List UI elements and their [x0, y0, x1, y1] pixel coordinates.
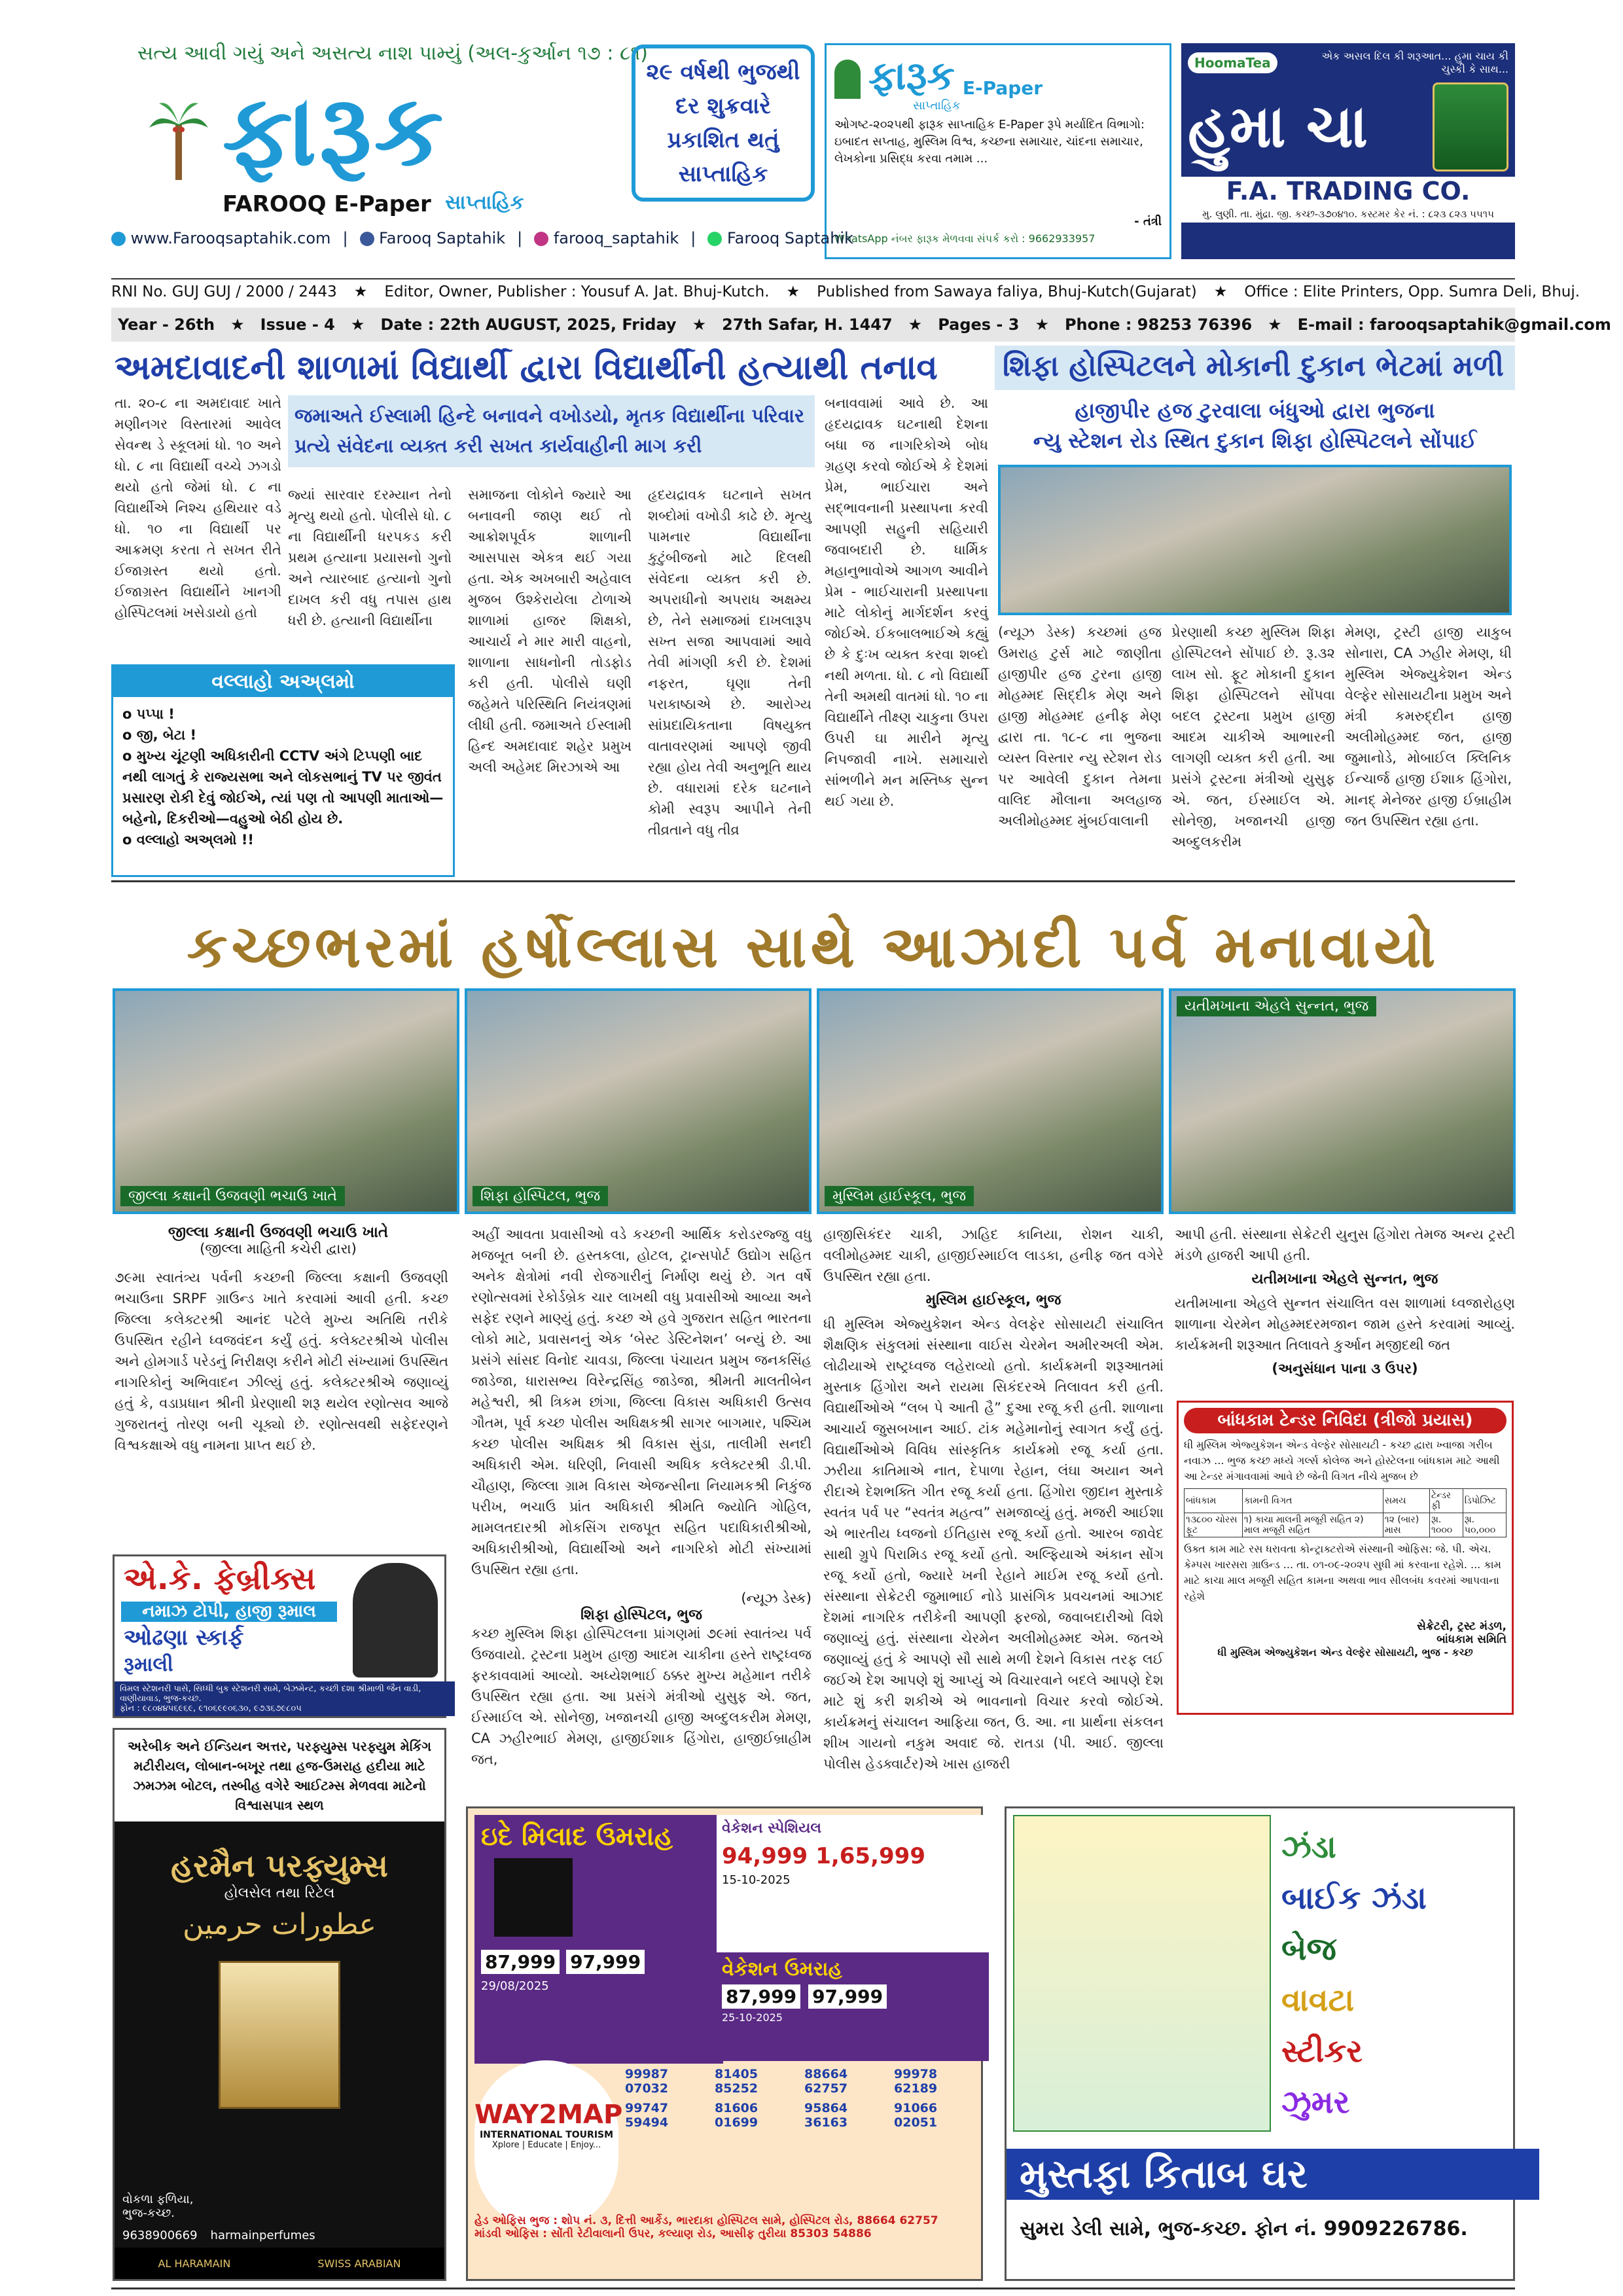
year: Year - 26th [118, 315, 215, 334]
hooma-title: હુમા ચા [1188, 92, 1368, 161]
epaper-label: E-Paper [962, 77, 1043, 99]
facebook-link[interactable]: Farooq Saptahik [360, 229, 506, 247]
story1-headline: અમદાવાદની શાળામાં વિદ્યાર્થી દ્વારા વિદ્યાર્થીની હત્યાથી તનાવ [115, 348, 938, 387]
story3-col3: હાજીસિકંદર ચાકી, ઝાહિદ કાનિયા, રોશન ચાકી, વલીમોહમ્મદ ચાકી, હાજીઈસ્માઈલ લાડકા, હનીફ જત વગેરે ઉપસ્થિત રહ્યા હતા. [823, 1227, 1164, 1284]
story3-col2-title2: શિફા હોસ્પિટલ, ભુજ [580, 1607, 702, 1623]
hijri-date: 27th Safar, H. 1447 [722, 315, 893, 334]
tender-notice [1177, 1401, 1514, 1715]
story2-subhead2: ન્યુ સ્ટેશન રોડ સ્થિત દુકાન શિફા હોસ્પિટલને સોંપાઈ [1033, 428, 1477, 453]
perfume-intro: અરેબીક અને ઈન્ડિયન અત્તર, પરફ્યુમ્સ પરફ્યુમ મેકિંગ મટીરીયલ, લોબાન-બખૂર તથા હજ-ઉમરાહ હદીયા માટે ઝમઝમ બોટલ, તસ્બીહ વગેરે આઈટમ્સ મેળવવા માટેનો વિશ્વાસપાત્ર સ્થળ [115, 1730, 444, 1821]
promo-box [632, 45, 815, 202]
vallaho-box [111, 664, 455, 877]
kaaba-icon [494, 1858, 573, 1937]
logo-sub: FAROOQ E-Paper [223, 191, 431, 217]
photo-label: યતીમખાના એહલે સુન્નત, ભુજ [1177, 996, 1376, 1016]
way2map-date3: 25-10-2025 [722, 2011, 783, 2024]
story2-subhead1: હાજીપીર હજ ટુરવાલા બંધુઓ દ્વારા ભુજના [1075, 398, 1435, 423]
story3-col3-title: મુસ્લિમ હાઈસ્કૂલ, ભુજ [925, 1292, 1061, 1308]
story2-headline-box [995, 346, 1515, 390]
way2map-office1: હેડ ઓફિસ ભુજ : શોપ નં. ૩, દિત્તી આર્કેડ, ભારદાકા હોસ્પિટલ સામે, હોસ્પિટલ રોડ, 88664 62757 [474, 2214, 938, 2227]
story3-col4-title: યતીમખાના એહલે સુન્નત, ભુજ [1251, 1271, 1438, 1287]
tea-pack-icon [1433, 82, 1508, 171]
published: Published from Sawaya faliya, Bhuj-Kutch(Gujarat) [817, 283, 1197, 300]
way2map-prices1: 87,999 97,999 [481, 1950, 717, 1974]
way2map-logo [474, 2060, 623, 2231]
tender-title: બાંધકામ ટેન્ડર નિવિદા (ત્રીજો પ્રયાસ) [1184, 1408, 1507, 1433]
way2map-brand-tag: Xplore | Educate | Enjoy... [491, 2140, 601, 2150]
office: Office : Elite Printers, Opp. Sumra Deli, Bhuj. [1244, 283, 1580, 300]
perfume-phone: 9638900669 [122, 2229, 198, 2242]
way2map-date2: 15-10-2025 [722, 1873, 791, 1887]
vallaho-line: o વલ્લાહો અઅ્લમો !! [122, 832, 254, 848]
story3-col2: અહીં આવતા પ્રવાસીઓ વડે કચ્છની આર્થિક કરોડરજ્જુ વધુ મજબૂત બની છે. હસ્તકલા, હોટલ, ટ્રાન્સપોર્ટ ઉદ્યોગ સહિત અનેક ક્ષેત્રોમાં નવી રોજગારીનું નિર્માણ થયું છે. ગત વર્ષે રણોત્સવમાં રેકોર્ડબ્રેક ચાર લાખથી વધુ પ્રવાસીઓ આવ્યા અને સફેદ રણને માણ્યું હતું. કચ્છ એ હવે ગુજરાત સહિત ભારતના લોકો માટે, પ્રવાસનનું એક ‘બેસ્ટ ડેસ્ટિનેશન’ બન્યું છે. આ પ્રસંગે સાંસદ વિનોદ ચાવડા, જિલ્લા પંચાયત પ્રમુખ જનકસિંહ જાડેજા, ધારાસભ્ય વિરેન્દ્રસિંહ જાડેજા, શ્રીમતી માલતીબેન મહેશ્વરી, શ્રી ત્રિકમ છાંગા, જિલ્લા વિકાસ અધિકારી ઉત્સવ ગૌતમ, પૂર્વ કચ્છ પોલીસ અધિક્ષકશ્રી સાગર બાગમાર, પશ્ચિમ કચ્છ પોલીસ અધિક્ષક શ્રી વિકાસ સુંડા, તાલીમી સનદી અધિકારી એમ. ધરિણી, નિવાસી અધિક કલેક્ટરશ્રી ડી.પી. ચૌહાણ, જિલ્લા ગ્રામ વિકાસ એજન્સીના નિયામકશ્રી નિકુંજ પરીખ, ભચાઉ પ્રાંત અધિકારી શ્રીમતિ જ્યોતિ ગોહિલ, મામલતદારશ્રી મોકસિંગ રાજપૂત સહિત પદાધિકારીશ્રીઓ, અધિકારીશ્રીઓ, વિદ્યાર્થીઓ અને નાગરિકો મોટી સંખ્યામાં ઉપસ્થિત રહ્યા હતા. [471, 1227, 812, 1577]
whatsapp-icon [707, 232, 722, 246]
hooma-brand: HoomaTea [1188, 52, 1277, 73]
story1-subhead-box [288, 395, 815, 467]
globe-icon [111, 232, 126, 246]
masthead-tagline: સત્ય આવી ગયું અને અસત્ય નાશ પામ્યું (અલ-કુર્આન ૧૭ : ૮૧) [137, 42, 648, 65]
kitab-item: ઝુમર [1281, 2084, 1350, 2121]
section-divider [111, 880, 1515, 882]
bhachau-celebration-photo [113, 988, 459, 1214]
footer-rule [111, 2287, 1515, 2289]
tender-table [1184, 1488, 1507, 1537]
vallaho-line: o જી, બેટા ! [122, 727, 197, 743]
way2map-offices [474, 2214, 978, 2240]
way2map-vacation2: વેકેશન ઉમરાહ [722, 1958, 842, 1981]
facebook-icon [360, 232, 374, 246]
tender-body: ઉક્ત કામ માટે રસ ધરાવતા કોન્ટ્રાક્ટરોએ સંસ્થાની ઓફિસ: જે. પી. એચ. કેમ્પસ ખારસરા ગ્રાઉન્ડ ... તા. ૦૧-૦૯-૨૦૨૫ સુધી માં કરવાના રહેશે. ... કામ માટે કાચા માલ મજૂરી સહિત કામના અથવા ભાવ સીલબંધ કવરમાં આપવાના રહેશે [1184, 1543, 1501, 1602]
perfume-brands: AL HARAMAIN SWISS ARABIAN [115, 2248, 444, 2279]
way2map-vacation2-panel [717, 1952, 989, 2061]
ak-line3: રૂમાલી [124, 1653, 173, 1676]
ak-line1: નમાઝ ટોપી, હાજી રૂમાલ [121, 1602, 337, 1622]
whatsapp-link[interactable]: Farooq Saptahik [707, 229, 853, 247]
dateline-bar: Year - 26th ★ Issue - 4 ★ Date : 22th AUGUST, 2025, Friday ★ 27th Safar, H. 1447 ★ Pages - 3 ★ Phone : 98253 76396 ★ E-mail : farooqsaptahik@gmail.com [111, 308, 1515, 342]
tender-sign3: ધી મુસ્લિમ એજ્યુકેશન એન્ડ વેલ્ફેર સોસાયટી, ભુજ - કચ્છ [1217, 1646, 1473, 1659]
masthead-logo [131, 74, 524, 217]
photo-label: શિફા હોસ્પિટલ, ભુજ [473, 1186, 608, 1206]
tender-row: ૧૩૮૦૦ ચોરસ ફૂટ ૧) કાચા માલની મજૂરી સહિત ૨) માલ મજૂરી સહિત ૧૨ (બાર) માસ રૂા. ૧૦૦૦ રૂા. ૫૦,૦૦૦ [1185, 1513, 1507, 1537]
way2map-vacation-panel [717, 1815, 989, 1956]
shifa-shop-handover-photo [998, 465, 1512, 615]
way2map-title: ઇદે મિલાદ ઉમરાહ [481, 1821, 673, 1852]
website-link[interactable]: www.Farooqsaptahik.com [111, 229, 330, 247]
tender-sign1: સેક્રેટરી, ટ્રસ્ટ મંડળ, [1417, 1620, 1507, 1633]
way2map-brand: WAY2MAP [474, 2100, 623, 2130]
harmain-perfume-ad [113, 1728, 446, 2281]
story1-col2: જ્યાં સારવાર દરમ્યાન તેનો મૃત્યુ થયો હતો. પોલીસે ધો. ૮ ના વિદ્યાર્થીની ધરપકડ કરી પ્રથમ હત્યાના પ્રયાસનો ગુનો અને ત્યારબાદ હત્યાનો ગુનો દાખલ કરી વધુ તપાસ હાથ ધરી છે. હત્યાની વિદ્યાર્થીના [288, 487, 452, 628]
story2-col2: પ્રેરણાથી કચ્છ મુસ્લિમ શિફા હોસ્પિટલને સોંપાઈ છે. રૂ.૩૨ લાખ સો. ફૂટ મોકાની દુકાન શિફા હોસ્પિટલને સોંપવા બદલ ટ્રસ્ટના પ્રમુખ હાજી આદમ ચાકીએ આભારની લાગણી વ્યક્ત કરી હતી. આ પ્રસંગે ટ્રસ્ટના મંત્રીઓ યુસુફ એ. જત, ઈસ્માઈલ એ. સોનેજી, ખજાનચી હાજી અબ્દુલકરીમ [1171, 624, 1335, 850]
story3-col2-wrap [471, 1224, 812, 1767]
story3-col4-b: યતીમખાના એહલે સુન્નત સંચાલિત વસ શાળામાં ધ્વજારોહણ શાળાના ચેરમેન મોહમ્મદરમજાન જામ હસ્તે કરવામાં આવ્યું. કાર્યક્રમની શરૂઆત તિલાવતે કુર્આન મજીદથી જત [1175, 1295, 1515, 1353]
tender-intro: ધી મુસ્લિમ એજ્યુકેશન એન્ડ વેલ્ફેર સોસાયટી - કચ્છ દ્વારા ખ્વાજા ગરીબ નવાઝ ... ભુજ કચ્છ મધ્યે ગર્લ્સ કોલેજ અને હોસ્ટેલના બાંધકામ માટે આથી આ ટેન્ડર મંગાવવામાં આવે છે જેની વિગત નીચે મુજબ છે [1184, 1439, 1500, 1482]
way2map-ad [466, 1806, 983, 2281]
way2map-prices3: 87,999 97,999 [722, 1984, 984, 2009]
kitab-name: મુસ્તફા કિતાબ ઘર [1007, 2149, 1539, 2200]
issue: Issue - 4 [260, 315, 335, 334]
kitab-items [1281, 1821, 1510, 2128]
kitab-item: સ્ટીકર [1281, 2033, 1363, 2070]
social-links: www.Farooqsaptahik.com | Farooq Saptahik | farooq_saptahik | Farooq Saptahik [111, 229, 812, 247]
story1-col4: હૃદયદ્રાવક ઘટનાને સખત શબ્દોમાં વખોડી કાઢે છે. મૃત્યુ પામનાર વિદ્યાર્થીના કુટુંબીજનો માટે દિલથી સંવેદના વ્યક્ત કરી છે. અપરાધીનો અપરાધ અક્ષમ્ય છે, તેને સમાજમાં દાખલારૂપ સખ્ત સજા આપવામાં આવે તેવી માંગણી કરી છે. દેશમાં નફરત, ઘૃણા તેની પરાકાષ્ઠાએ છે. આરોગ્ય સાંપ્રદાયિકતાના વિષયુક્ત વાતાવરણમાં આપણે જીવી રહ્યા હોય તેવી અનુભૂતિ થાય છે. વધારામાં દરેક ઘટનાને કોમી સ્વરૂપ આપીને તેની તીવ્રતાને વધુ તીવ્ર [648, 487, 812, 838]
ak-line2: ઓઢણા સ્કાર્ફ [124, 1624, 244, 1651]
way2map-milad-panel [474, 1815, 723, 2064]
pages: Pages - 3 [938, 315, 1020, 334]
editor: Editor, Owner, Publisher : Yousuf A. Jat. Bhuj-Kutch. [384, 283, 770, 300]
perfume-insta: harmainperfumes [210, 2229, 315, 2242]
promo-box-text: ૨૯ વર્ષથી ભુજથી દર શુક્રવારે પ્રકાશિત થતું સાપ્તાહિક [646, 59, 800, 187]
logo-weekly: સાપ્તાહિક [445, 191, 524, 214]
kitab-item: બેજ [1281, 1931, 1336, 1967]
vallaho-list [113, 697, 453, 857]
photo-label: જીલ્લા કક્ષાની ઉજવણી ભચાઉ ખાતે [120, 1186, 345, 1206]
way2map-vacation: વેકેશન સ્પેશિયલ [722, 1820, 822, 1837]
way2map-office2: માંડવી ઓફિસ : સોંતી રેટીવાલાની ઉપર, કલ્યાણ રોડ, આસીફ તુરીયા 85303 54886 [474, 2227, 872, 2240]
story3-col1-title: જીલ્લા કક્ષાની ઉજવણી ભચાઉ ખાતે [168, 1224, 389, 1241]
rni: RNI No. GUJ GUJ / 2000 / 2443 [111, 283, 337, 300]
vallaho-line: o પપ્પા ! [122, 706, 175, 722]
story3-continued: (અનુસંધાન પાના ૩ ઉપર) [1272, 1361, 1418, 1376]
hooma-main [1188, 82, 1508, 171]
story3-headline: કચ્છભરમાં હર્ષોલ્લાસ સાથે આઝાદી પર્વ મનાવાયો [187, 913, 1440, 980]
ak-title: એ.કે. ફેબ્રીક્સ [124, 1560, 316, 1597]
hooma-address: મુ. લુણી. તા. મુંદ્રા. જી. કચ્છ-૩૭૦૪૧૦. કસ્ટમર કેર નં. : ૮૨૩ ૮૨૩ ૫૫૧૫ [1181, 206, 1515, 223]
perfume-arabic: عطورات حرمين [183, 1908, 376, 1941]
epaper-header [834, 53, 1162, 99]
epaper-notice [825, 43, 1171, 259]
phone: Phone : 98253 76396 [1064, 315, 1253, 334]
kitab-item: વાવટા [1281, 1982, 1355, 2018]
vallaho-title: વલ્લાહો અઅ્લમો [113, 666, 453, 697]
story3-col1-sub: (જીલ્લા માહિતી કચેરી દ્વારા) [200, 1241, 357, 1257]
kitab-item: બાઈક ઝંડા [1281, 1880, 1427, 1916]
date: Date : 22th AUGUST, 2025, Friday [380, 315, 677, 334]
email[interactable]: E-mail : farooqsaptahik@gmail.com [1297, 315, 1611, 334]
way2map-prices2: 94,999 1,65,999 [722, 1843, 925, 1869]
perfume-bottle-image [219, 1961, 340, 2109]
story3-col3-b: ધી મુસ્લિમ એજ્યુકેશન એન્ડ વેલફેર સોસાયટી સંચાલિત શૈક્ષણિક સંકુલમાં સંસ્થાના વાઈસ ચેરમેન અમીરઅલી એમ. લોઢીયાએ રાષ્ટ્રધ્વજ લહેરાવ્યો હતો. કાર્યક્રમની શરૂઆતમાં મુસ્તાક હિંગોરા અને રાયમા સિકંદરએ તિલાવત કરી હતી. વિદ્યાર્થીઓએ “લબ પે આતી હૈ” દુઆ રજૂ કરી હતી. શાળાના આચાર્ય જુસબખાન આઈ. ટાંક મહેમાનોનું સ્વાગત કર્યું હતું. વિદ્યાર્થીઓએ વિવિધ સાંસ્કૃતિક કાર્યક્રમો રજૂ કર્યા હતા. ઝરીયા કાતિમાએ નાત, દેપાળા રેહાન, લંઘા અયાન અને રીદાએ દેશભક્તિ ગીત રજૂ કર્યા હતા. હિંગોરા જીદાન મુસ્તાકે સ્વતંત્ર પર્વ પર “સ્વતંત્ર મહત્વ” સમજાવ્યું હતું. મજરી આઈશા એ ભારતીય ધ્વજનો ઈતિહાસ રજૂ કર્યો હતો. આરબ જાવેદ સાથી ગ્રુપે પિરામિડ રજૂ કર્યો હતો. અલ્ફિયાએ અંકાન સોંગ રજૂ કર્યો હતો, જ્યારે ખની રેહાને માઈમ રજૂ કર્યો હતો. સંસ્થાના સેક્રેટરી જુમાભાઈ નોડે પ્રાસંગિક પ્રવચનમાં આઝાદ દેશમાં નાગરિક તરીકેની આપણી ફરજો, જવાબદારીઓ વિશે જણાવ્યું હતું. સંસ્થાના ચેરમેન અલીમોહમ્મદ એમ. જતએ જણાવ્યું હતું કે આપણે સૌ સાથે મળી દેશને વિકાસ તરફ લઈ જઈએ દેશ આપણે શું આપ્યું એ વિચારવાને બદલે આપણે દેશ માટે શું કરી શકીએ એ ભાવનાનો વિચાર કરવો જોઈએ. કાર્યક્રમનું સંચાલન આફિયા જત, ઉ. આ. ના પ્રાર્થના સંકલન શીખ ગાયનો નકુમ અવાદ જે. રાતડા (પી. આઈ. જીલ્લા પોલીસ હેડક્વાર્ટર)એ ખાસ હાજરી [823, 1316, 1164, 1772]
way2map-date1: 29/08/2025 [481, 1979, 549, 1993]
story1-col3: સમાજના લોકોને જ્યારે આ બનાવની જાણ થઈ તો આક્રોશપૂર્વક શાળાની આસપાસ એકત્ર થઈ ગયા હતા. એક અખબારી અહેવાલ મુજબ ઉશ્કેરાયેલા ટોળાએ શાળામાં હાજર શિક્ષકો, આચાર્ય ને માર મારી વાહનો, શાળાના સાધનોની તોડફોડ કરી હતી. પોલીસે ઘણી જહેમતે પરિસ્થિતિ નિયંત્રણમાં લીધી હતી. જમાઅતે ઈસ્લામી હિન્દ અમદાવાદ શહેર પ્રમુખ અલી અહેમદ મિરઝાએ આ [468, 487, 632, 775]
story1-col5: બનાવવામાં આવે છે. આ હૃદયદ્રાવક ઘટનાથી દેશના બધા જ નાગરિકોએ બોધ ગ્રહણ કરવો જોઈએ કે દેશમાં પ્રેમ, ભાઈચારા અને સદ્ભાવનાની પ્રસ્થાપના કરવી આપણી સહુની સહિયારી જવાબદારી છે. ધાર્મિક મહાનુભાવોએ આગળ આવીને પ્રેમ - ભાઈચારાની પ્રસ્થાપના માટે લોકોનું માર્ગદર્શન કરવું જોઈએ. ઈકબાલભાઈએ કહ્યું છે કે દુઃખ વ્યક્ત કરવા શબ્દો નથી મળતા. ધો. ૮ નો વિદ્યાર્થી તેની અમથી વાતમાં ધો. ૧૦ ના વિદ્યાર્થીને તીક્ષ્ણ ચાકુના ઉપરા ઉપરી ઘા મારીને મૃત્યુ નિપજાવી નાખે. સમાચારો સાંભળીને મન મસ્તિષ્ક સુન્ન થઈ ગયા છે. [825, 395, 988, 809]
story2-subheads [995, 395, 1515, 456]
meta-bar: RNI No. GUJ GUJ / 2000 / 2443 ★ Editor, Owner, Publisher : Yousuf A. Jat. Bhuj-Kutch. ★ Published from Sawaya faliya, Bhuj-Kutch(Gujarat) ★ Office : Elite Printers, Opp. Sumra Deli, Bhuj. [111, 278, 1515, 304]
epaper-weekly: સાપ્તાહિક [913, 99, 961, 113]
epaper-logo: ફારૂક [868, 53, 955, 99]
story1-col1: તા. ૨૦-૮ ના અમદાવાદ ખાતે મણીનગર વિસ્તારમાં આવેલ સેવન્થ ડે સ્કૂલમાં ધો. ૧૦ અને ધો. ૮ ના વિદ્યાર્થી વચ્ચે ઝગડો થયો હતો જેમાં ધો. ૮ ના વિદ્યાર્થીએ નિશ્ચ હથિયાર વડે ધો. ૧૦ ના વિદ્યાર્થી પર આક્રમણ કરતા તે સખત રીતે ઈજાગ્રસ્ત થયો હતો. ઈજાગ્રસ્ત વિદ્યાર્થીને ખાનગી હોસ્પિટલમાં ખસેડાયો હતો [115, 395, 281, 620]
yatimkhana-photo [1169, 988, 1516, 1214]
story1-subhead: જમાઅતે ઈસ્લામી હિન્દે બનાવને વખોડયો, મૃતક વિદ્યાર્થીના પરિવાર પ્રત્યે સંવેદના વ્યક્ત કરી સખત કાર્યવાહીની માગ કરી [294, 404, 804, 457]
logo-text: ફારૂક [223, 74, 446, 188]
epaper-sign: - તંત્રી [1134, 215, 1162, 228]
hooma-tagline: એક અસલ દિલ કી શરૂઆત... હુમા ચાય કી ચુસ્કી કે સાથ... [1321, 50, 1508, 75]
ak-address: વિમલ સ્ટેશનરી પાસે, સિધ્ધી બુક સ્ટેશનરી સામે, બેઝમેન્ટ, કચ્છી દશા શ્રીમાળી જૈન વાડી, વાણીયાવાડ, ભુજ-કચ્છ. [120, 1684, 421, 1704]
story3-col1: ૭૯મા સ્વાતંત્ર્ય પર્વની કચ્છની જિલ્લા કક્ષાની ઉજવણી ભચાઉના SRPF ગ્રાઉન્ડ ખાતે કરવામાં આવી હતી. કચ્છ જિલ્લા કલેક્ટરશ્રી આનંદ પટેલે મુખ્ય અતિથિ તરીકે ઉપસ્થિત રહીને ધ્વજવંદન કર્યું હતું. કલેક્ટરશ્રીએ પોલીસ અને હોમગાર્ડ પરેડનું નિરીક્ષણ કરીને મોટી સંખ્યામાં ઉપસ્થિત નાગરિકોનું અભિવાદન ઝીલ્યું હતું. કલેક્ટરશ્રીએ જણાવ્યું હતું કે, વડાપ્રધાન શ્રીની પ્રેરણાથી શરૂ થયેલ રણોત્સવ આજે ગુજરાતનું તોરણ બની ચૂક્યો છે. રણોત્સવથી સફેદરણને વિશ્વકક્ષાએ વધુ નામના પ્રાપ્ત થઈ છે. [115, 1270, 448, 1453]
muslim-highschool-photo [817, 988, 1164, 1214]
ak-footer [115, 1681, 455, 1716]
hooma-company: F.A. TRADING CO. [1181, 177, 1515, 206]
kitab-item: ઝંડા [1281, 1829, 1336, 1865]
photo-label: મુસ્લિમ હાઈસ્કૂલ, ભુજ [825, 1186, 974, 1206]
perfume-contacts [122, 2229, 315, 2242]
instagram-link[interactable]: farooq_saptahik [534, 229, 679, 247]
way2map-phones: 99987 07032 81405 85252 88664 62757 99978 62189 99747 59494 81606 01699 95864 36163 91066 02051 [625, 2067, 938, 2130]
story3-col2-b: કચ્છ મુસ્લિમ શિફા હોસ્પિટલના પ્રાંગણમાં ૭૯માં સ્વાતંત્ર્ય પર્વ ઉજવાયો. ટ્રસ્ટના પ્રમુખ હાજી આદમ ચાકીના હસ્તે રાષ્ટ્રધ્વજ ફરકાવવામાં આવ્યો. અધ્યેશભાઈ ઠક્કર મુખ્ય મહેમાન તરીકે ઉપસ્થિત રહ્યા હતા. આ પ્રસંગે મંત્રીઓ યુસુફ એ. જત, ઈસ્માઈલ એ. સોનેજી, ખજાનચી હાજી અબ્દુલકરીમ મેમણ, CA ઝહીરભાઈ મેમણ, હાજીઈશાક હિંગોરા, હાજીઈબ્રાહીમ જત, [471, 1626, 812, 1767]
story2-col1: (ન્યૂઝ ડેસ્ક) કચ્છમાં હજ ઉમરાહ ટુર્સ માટે જાણીતા હાજીપીર હજ ટુરના હાજી મોહમ્મદ સિદ્દીક મેણ અને હાજી મોહમ્મદ હનીફ મેણ દ્વારા તા. ૧૮-૮ ના ભુજના વ્યસ્ત વિસ્તાર ન્યુ સ્ટેશન રોડ પર આવેલી દુકાન તેમના વાલિદ મૌલાના અલહાજ અલીમોહમ્મદ મુંબઈવાલાની [998, 624, 1162, 829]
epaper-contact: WhatsApp નંબર ફારૂક મેળવવા સંપર્ક કરો : 9662933957 [834, 232, 1096, 245]
hooma-top [1188, 50, 1508, 76]
tender-sign2: બાંધકામ સમિતિ [1436, 1633, 1507, 1646]
story2-col3: મેમણ, ટ્રસ્ટી હાજી યાકુબ સોનારા, CA ઝહીર મેમણ, ધી મુસ્લિમ એજ્યુકેશન એન્ડ વેલ્ફેર સોસાયટીના પ્રમુખ અને મંત્રી કમરુદ્દીન હાજી અલીમોહમ્મદ જત, હાજી જુમાનોડે, મોબાઈલ ક્લિનિક ઈન્ચાર્જ હાજી ઈશાક હિંગોરા, માનદ્ મેનેજર હાજી ઈબ્રાહીમ જત ઉપસ્થિત રહ્યા હતા. [1345, 624, 1512, 829]
way2map-brand-sub: INTERNATIONAL TOURISM [479, 2130, 614, 2140]
kitab-address: સુમરા ડેલી સામે, ભુજ-કચ્છ. ફોન નં. 9909226786. [1020, 2217, 1468, 2240]
ak-phone: ફોન : ૯૮૦૪૪૫૬૯૬૯, ૯૧૦૬૯૯૦૬૩૦, ૯૭૩૬૭૯૮૦૫ [120, 1704, 302, 1713]
perfume-address: વોકળા ફળિયા, ભુજ-કચ્છ. [122, 2193, 194, 2220]
story2-headline: શિફા હોસ્પિટલને મોકાની દુકાન ભેટમાં મળી [1003, 350, 1504, 383]
tender-header-row: બાંધકામ કામની વિગત સમય ટેન્ડર ફી ડિપોઝિટ [1185, 1489, 1507, 1513]
shifa-hospital-photo [465, 988, 812, 1214]
story3-col1-head [115, 1224, 442, 1257]
perfume-type: હોલસેલ તથા રિટેલ [224, 1885, 335, 1901]
story3-col2-desk: (ન્યૂઝ ડેસ્ક) [741, 1590, 812, 1606]
kitab-ghar-ad [1005, 1806, 1515, 2281]
model-hijab-image [353, 1563, 438, 1677]
palm-tree-icon [834, 60, 861, 99]
vallaho-line: o મુખ્ય ચૂંટણી અધિકારીની CCTV અંગે ટિપ્પણી બાદ નથી લાગતું કે રાજ્યસભા અને લોકસભાનું TV પર જીવંત પ્રસારણ રોકી દેવું જોઈએ, ત્યાં પણ તો આપણી માતાઓ—બહેનો, દિકરીઓ—વહુઓ બેઠી હોય છે. [122, 748, 444, 827]
story3-col4: આપી હતી. સંસ્થાના સેક્રેટરી યુનુસ હિંગોરા તેમજ અન્ય ટ્રસ્ટી મંડળે હાજરી આપી હતી. [1175, 1227, 1515, 1263]
story3-col3-wrap [823, 1224, 1164, 1772]
hooma-tea-ad [1181, 43, 1515, 259]
islamic-flags-image [1013, 1815, 1271, 2132]
epaper-text: ઓગષ્ટ-૨૦૨૫થી ફારૂક સાપ્તાહિક E-Paper રૂપે મર્યાદિત વિભાગો: ઇબાદત સપ્તાહ, મુસ્લિમ વિશ્વ, કચ્છના સમાચાર, ચાંદના સમાચાર, લેખકોના પ્રસિદ્ધ કરવા તમામ ... [834, 118, 1145, 166]
perfume-brand: હરમૈન પરફ્યુમ્સ [171, 1848, 388, 1884]
ak-fabrics-ad [113, 1554, 446, 1718]
instagram-icon [534, 232, 548, 246]
story3-col4-wrap [1175, 1224, 1515, 1377]
